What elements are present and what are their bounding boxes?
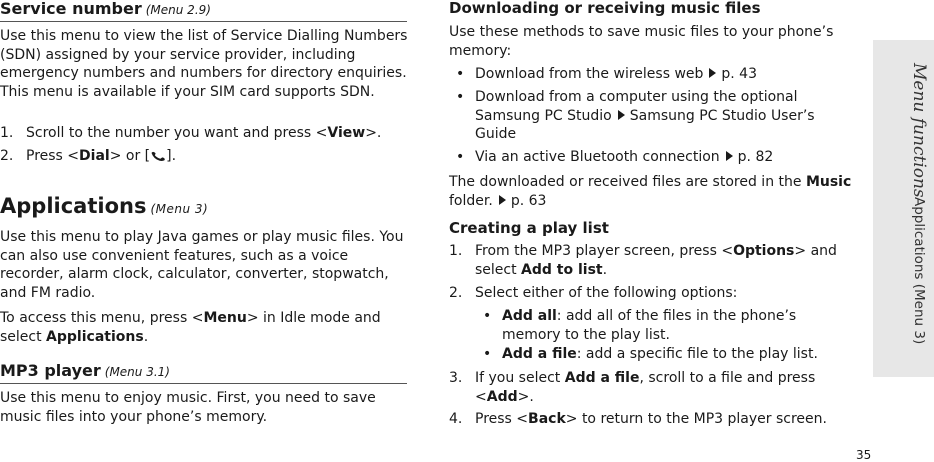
playlist-step-4: 4. Press <Back> to return to the MP3 player screen. [449, 411, 827, 427]
mp3-description: Use this menu to enjoy music. First, you need to save music files into your phone’s memory. [0, 390, 376, 425]
section-rule [0, 383, 407, 384]
chapter-section: Applications (Menu 3) [911, 197, 927, 345]
playlist-option-add-file: • Add a file: add a specific file to the play list. [483, 346, 818, 362]
triangle-right-icon [499, 195, 506, 205]
playlist-step-1: 1. From the MP3 player screen, press <Options> and select Add to list. [449, 243, 837, 278]
section-title-mp3-player: MP3 player (Menu 3.1) [0, 361, 170, 380]
download-intro: Use these methods to save music files to your phone’s memory: [449, 24, 834, 59]
download-method-web: • Download from the wireless web p. 43 [456, 66, 757, 82]
section-rule [0, 21, 407, 22]
phone-dial-icon [150, 150, 166, 162]
download-method-pc: • Download from a computer using the optional Samsung PC Studio Samsung PC Studio User’s Guide [456, 89, 815, 142]
playlist-option-add-all: • Add all: add all of the files in the phone’s memory to the play list. [483, 308, 797, 343]
applications-access: To access this menu, press <Menu> in Idle mode and select Applications. [0, 310, 381, 345]
download-storage-note: The downloaded or received files are stored in the Music folder. p. 63 [449, 174, 852, 209]
download-method-bluetooth: • Via an active Bluetooth connection p. 82 [456, 149, 774, 165]
playlist-step-2: 2. Select either of the following options: [449, 285, 738, 301]
page-number: 35 [856, 448, 872, 462]
chapter-title: Menu functions [909, 63, 929, 198]
subsection-title-play-list: Creating a play list [449, 219, 609, 237]
triangle-right-icon [726, 151, 733, 161]
section-title-applications: Applications (Menu 3) [0, 194, 209, 218]
sdn-step-2: 2. Press <Dial> or [ ]. [0, 148, 177, 164]
triangle-right-icon [618, 110, 625, 120]
applications-description: Use this menu to play Java games or play music files. You can also use convenient features, such as a voice recorder, alarm clock, calculator, converter, stopwatch, and FM radio. [0, 229, 404, 301]
subsection-title-downloading: Downloading or receiving music files [449, 0, 761, 17]
section-title-service-number: Service number (Menu 2.9) [0, 0, 211, 18]
triangle-right-icon [709, 68, 716, 78]
playlist-step-3: 3. If you select Add a file, scroll to a file and press <Add>. [449, 370, 816, 405]
sdn-step-1: 1. Scroll to the number you want and press <View>. [0, 125, 382, 141]
sdn-description: Use this menu to view the list of Service Dialling Numbers (SDN) assigned by your service provider, including emergency numbers and numbers for directory enquiries. This menu is available if your SIM card supports SDN. [0, 28, 408, 100]
side-chapter-tab [873, 40, 934, 377]
